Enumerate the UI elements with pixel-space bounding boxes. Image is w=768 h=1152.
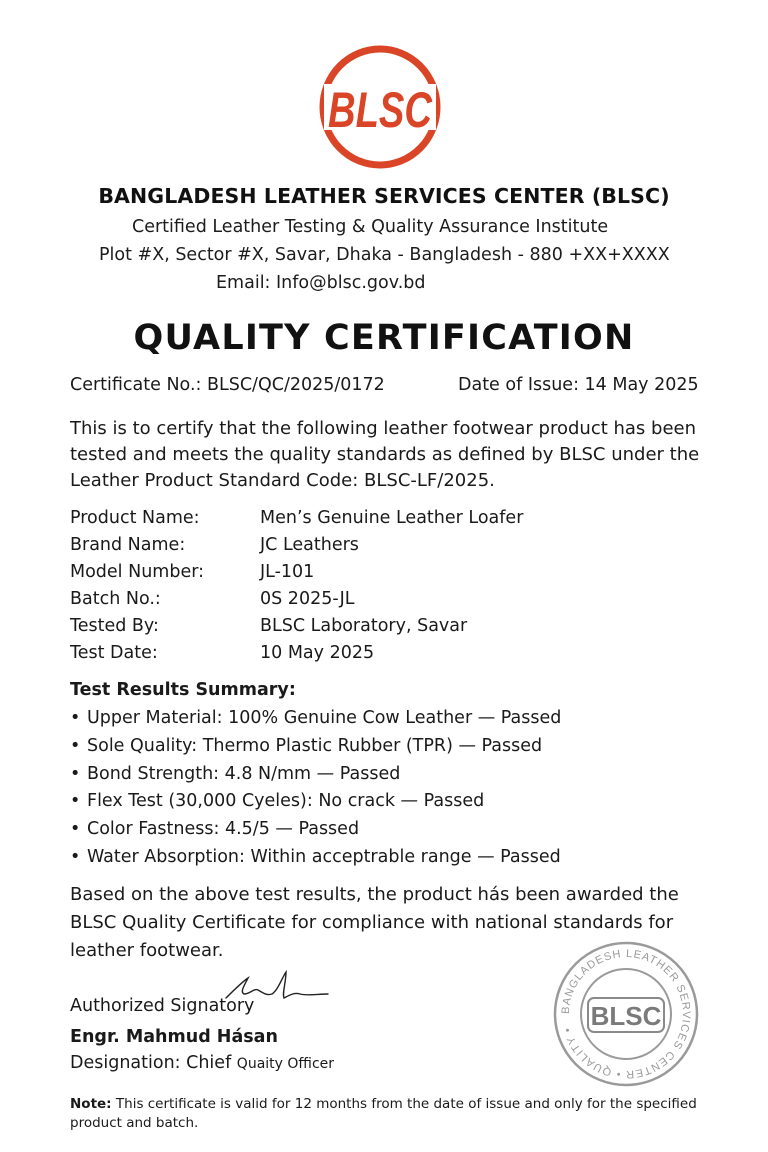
authorized-signatory-label: Authorized Signatory [70,996,255,1016]
conclusion-paragraph: Based on the above test results, the product hás been awarded the BLSC Quality Certificate for compliance with national standards for leather footwear. [70,884,679,961]
validity-note [70,1095,730,1133]
logo-text: BLSC [328,82,433,138]
result-item [70,819,710,847]
detail-value: JC Leathers [260,535,359,555]
result-item [70,736,710,764]
signatory-name: Engr. Mahmud Hásan [70,1027,278,1047]
designation-title: Quaity Officer [236,1056,335,1072]
result-item [70,764,710,792]
detail-value: 10 May 2025 [260,643,375,663]
result-item [70,791,710,819]
detail-row-batch-no [70,589,690,616]
bullet-icon: • [70,763,81,784]
result-text: Sole Quality: Thermo Plastic Rubber (TPR) — Passed [87,735,543,756]
detail-label: Tested By: [70,616,159,636]
org-address: Plot #X, Sector #X, Savar, Dhaka - Bangladesh - 880 +XX+XXXX [99,245,670,265]
detail-value: 0S 2025-JL [260,589,355,609]
detail-label: Product Name: [70,508,200,528]
stamp-ring-text: BANGLADESH LEATHER SERVICES CENTER • QUALITY • [559,947,693,1081]
note-text: This certificate is valid for 12 months from the date of issue and only for the specified product and batch. [70,1096,697,1131]
note-label: Note: [70,1096,112,1112]
result-item [70,708,710,736]
detail-value: Men’s Genuine Leather Loafer [260,508,524,528]
bullet-icon: • [70,846,81,867]
issue-date: Date of Issue: 14 May 2025 [458,375,699,395]
result-text: Color Fastness: 4.5/5 — Passed [87,819,360,840]
bullet-icon: • [70,791,81,812]
result-text: Upper Material: 100% Genuine Cow Leather — Passed [87,708,562,728]
org-subtitle: Certified Leather Testing & Quality Assurance Institute [132,217,609,237]
detail-row-model-number [70,562,690,589]
detail-row-product-name [70,508,690,535]
detail-row-tested-by [70,616,690,643]
result-text: Bond Strength: 4.8 N/mm — Passed [87,763,401,784]
detail-row-test-date [70,643,690,670]
bullet-icon: • [70,735,81,756]
page-title: QUALITY CERTIFICATION [133,318,635,358]
blsc-logo [318,44,442,170]
detail-label: Model Number: [70,562,204,582]
result-text: Water Absorption: Within acceptrable range — Passed [87,846,561,867]
detail-value: BLSC Laboratory, Savar [260,616,468,636]
certificate-number: Certificate No.: BLSC/QC/2025/0172 [70,375,385,395]
bullet-icon: • [70,708,81,728]
org-name: BANGLADESH LEATHER SERVICES CENTER (BLSC) [98,184,670,208]
stamp-center-text: BLSC [590,1001,662,1031]
detail-label: Test Date: [70,643,158,663]
intro-paragraph: This is to certify that the following leather footwear product has been tested and meets the quality standards as defined by BLSC under the Leather Product Standard Code: BLSC-LF/2025. [70,418,700,491]
detail-value: JL-101 [260,562,315,582]
product-details [70,508,690,670]
detail-label: Brand Name: [70,535,186,555]
detail-label: Batch No.: [70,589,161,609]
test-results-heading: Test Results Summary: [70,680,296,700]
detail-row-brand-name [70,535,690,562]
signatory-designation [70,1053,334,1073]
blsc-stamp [552,940,700,1088]
result-item [70,847,710,875]
result-text: Flex Test (30,000 Cyeles): No crack — Passed [87,791,485,812]
org-email: Email: Info@blsc.gov.bd [216,273,426,293]
bullet-icon: • [70,819,81,840]
test-results-list [70,708,710,875]
designation-prefix: Designation: Chief [70,1053,237,1073]
